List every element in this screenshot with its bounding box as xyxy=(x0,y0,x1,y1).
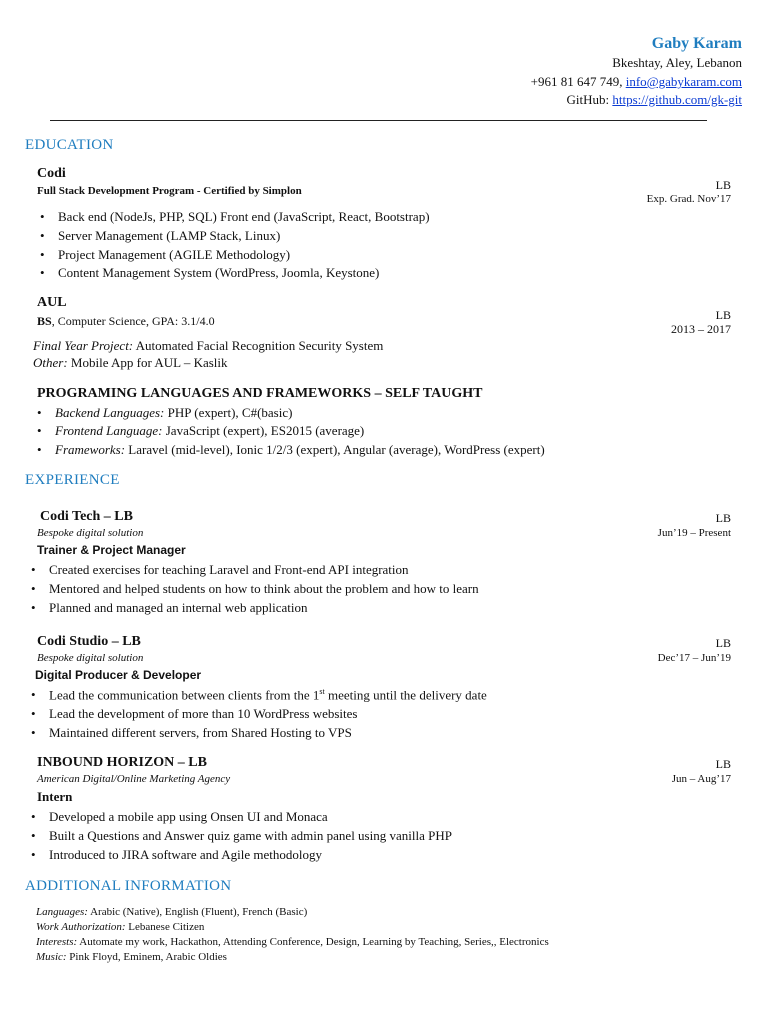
job-desc: American Digital/Online Marketing Agency xyxy=(37,773,231,785)
language-value: JavaScript (expert), ES2015 (average) xyxy=(162,423,365,438)
language-value: PHP (expert), C#(basic) xyxy=(164,405,293,420)
aul-date: 2013 – 2017 xyxy=(671,322,731,336)
codi-bullet: • Server Management (LAMP Stack, Linux) xyxy=(58,228,280,244)
additional-heading: ADDITIONAL INFORMATION xyxy=(25,878,232,894)
job-bullet: • Built a Questions and Answer quiz game with admin panel using vanilla PHP xyxy=(49,828,452,844)
additional-value: Automate my work, Hackathon, Attending Conference, Design, Learning by Teaching, Series,, Electronics xyxy=(77,936,549,948)
github-line xyxy=(566,92,742,108)
job-company: INBOUND HORIZON – LB xyxy=(37,755,207,770)
codi-date: Exp. Grad. Nov’17 xyxy=(646,193,731,205)
codi-location: LB xyxy=(715,178,731,192)
job-role: Trainer & Project Manager xyxy=(37,543,186,557)
language-label: Frameworks: xyxy=(55,442,126,457)
codi-school: Codi xyxy=(37,166,66,181)
codi-bullet: • Project Management (AGILE Methodology) xyxy=(58,247,290,263)
job-location: LB xyxy=(715,511,731,525)
additional-row xyxy=(36,951,227,963)
language-label: Frontend Language: xyxy=(55,423,163,438)
job-bullet: • Lead the development of more than 10 WordPress websites xyxy=(49,706,357,722)
job-bullet: • Developed a mobile app using Onsen UI and Monaca xyxy=(49,809,328,825)
github-label: GitHub: xyxy=(566,92,613,107)
job-desc: Bespoke digital solution xyxy=(37,652,144,664)
job-desc: Bespoke digital solution xyxy=(37,527,144,539)
job-bullet xyxy=(49,687,487,703)
codi-program: Full Stack Development Program - Certified by Simplon xyxy=(37,185,302,197)
email-link[interactable]: info@gabykaram.com xyxy=(625,74,742,89)
aul-fyp-value: Automated Facial Recognition Security System xyxy=(133,338,384,353)
language-value: Laravel (mid-level), Ionic 1/2/3 (expert), Angular (average), WordPress (expert) xyxy=(125,442,545,457)
job-company: Codi Studio – LB xyxy=(37,634,141,649)
job-date: Dec’17 – Jun’19 xyxy=(657,652,731,664)
header-divider xyxy=(50,120,707,121)
job-role: Digital Producer & Developer xyxy=(35,668,202,682)
job-bullet: • Mentored and helped students on how to think about the problem and how to learn xyxy=(49,581,479,597)
job-role: Intern xyxy=(37,789,73,804)
aul-fyp xyxy=(33,338,383,354)
job-date: Jun’19 – Present xyxy=(657,527,731,539)
additional-value: Arabic (Native), English (Fluent), French (Basic) xyxy=(87,906,308,918)
job-bullet: • Maintained different servers, from Shared Hosting to VPS xyxy=(49,725,352,741)
language-label: Backend Languages: xyxy=(55,405,165,420)
additional-label: Languages: xyxy=(36,906,88,918)
aul-other-label: Other: xyxy=(33,355,68,370)
language-item xyxy=(55,442,545,458)
job-location: LB xyxy=(715,757,731,771)
language-item xyxy=(55,405,292,421)
language-item xyxy=(55,423,364,439)
bullet-text: Lead the communication between clients from the 1 xyxy=(49,687,320,703)
aul-school: AUL xyxy=(37,295,67,310)
aul-degree-rest: , Computer Science, GPA: 3.1/4.0 xyxy=(51,314,215,328)
aul-degree-line xyxy=(37,314,215,329)
aul-location: LB xyxy=(715,308,731,322)
aul-degree: BS xyxy=(37,314,52,328)
additional-row xyxy=(36,921,204,933)
job-bullet: • Planned and managed an internal web application xyxy=(49,600,307,616)
ordinal-suffix: st xyxy=(319,687,325,696)
address: Bkeshtay, Aley, Lebanon xyxy=(612,55,742,70)
job-date: Jun – Aug’17 xyxy=(671,773,731,785)
job-company: Codi Tech – LB xyxy=(40,509,133,524)
education-heading: EDUCATION xyxy=(25,137,114,153)
codi-bullet: • Back end (NodeJs, PHP, SQL) Front end (JavaScript, React, Bootstrap) xyxy=(58,209,430,225)
additional-value: Lebanese Citizen xyxy=(125,921,205,933)
additional-label: Interests: xyxy=(36,936,78,948)
github-link[interactable]: https://github.com/gk-git xyxy=(612,92,742,107)
additional-label: Music: xyxy=(36,951,67,963)
job-location: LB xyxy=(715,636,731,650)
aul-other xyxy=(33,355,228,371)
job-bullet: • Introduced to JIRA software and Agile methodology xyxy=(49,847,322,863)
aul-other-value: Mobile App for AUL – Kaslik xyxy=(67,355,228,370)
codi-bullet: • Content Management System (WordPress, Joomla, Keystone) xyxy=(58,265,379,281)
additional-value: Pink Floyd, Eminem, Arabic Oldies xyxy=(66,951,227,963)
candidate-name: Gaby Karam xyxy=(651,35,742,52)
job-bullet: • Created exercises for teaching Laravel and Front-end API integration xyxy=(49,562,409,578)
additional-row xyxy=(36,906,307,918)
experience-heading: EXPERIENCE xyxy=(25,472,120,488)
bullet-text: meeting until the delivery date xyxy=(324,687,487,703)
languages-heading: PROGRAMING LANGUAGES AND FRAMEWORKS – SELF TAUGHT xyxy=(37,386,483,401)
phone: +961 81 647 749, xyxy=(530,74,626,89)
contact-line xyxy=(531,74,742,90)
additional-label: Work Authorization: xyxy=(36,921,126,933)
additional-row xyxy=(36,936,549,948)
aul-fyp-label: Final Year Project: xyxy=(33,338,134,353)
